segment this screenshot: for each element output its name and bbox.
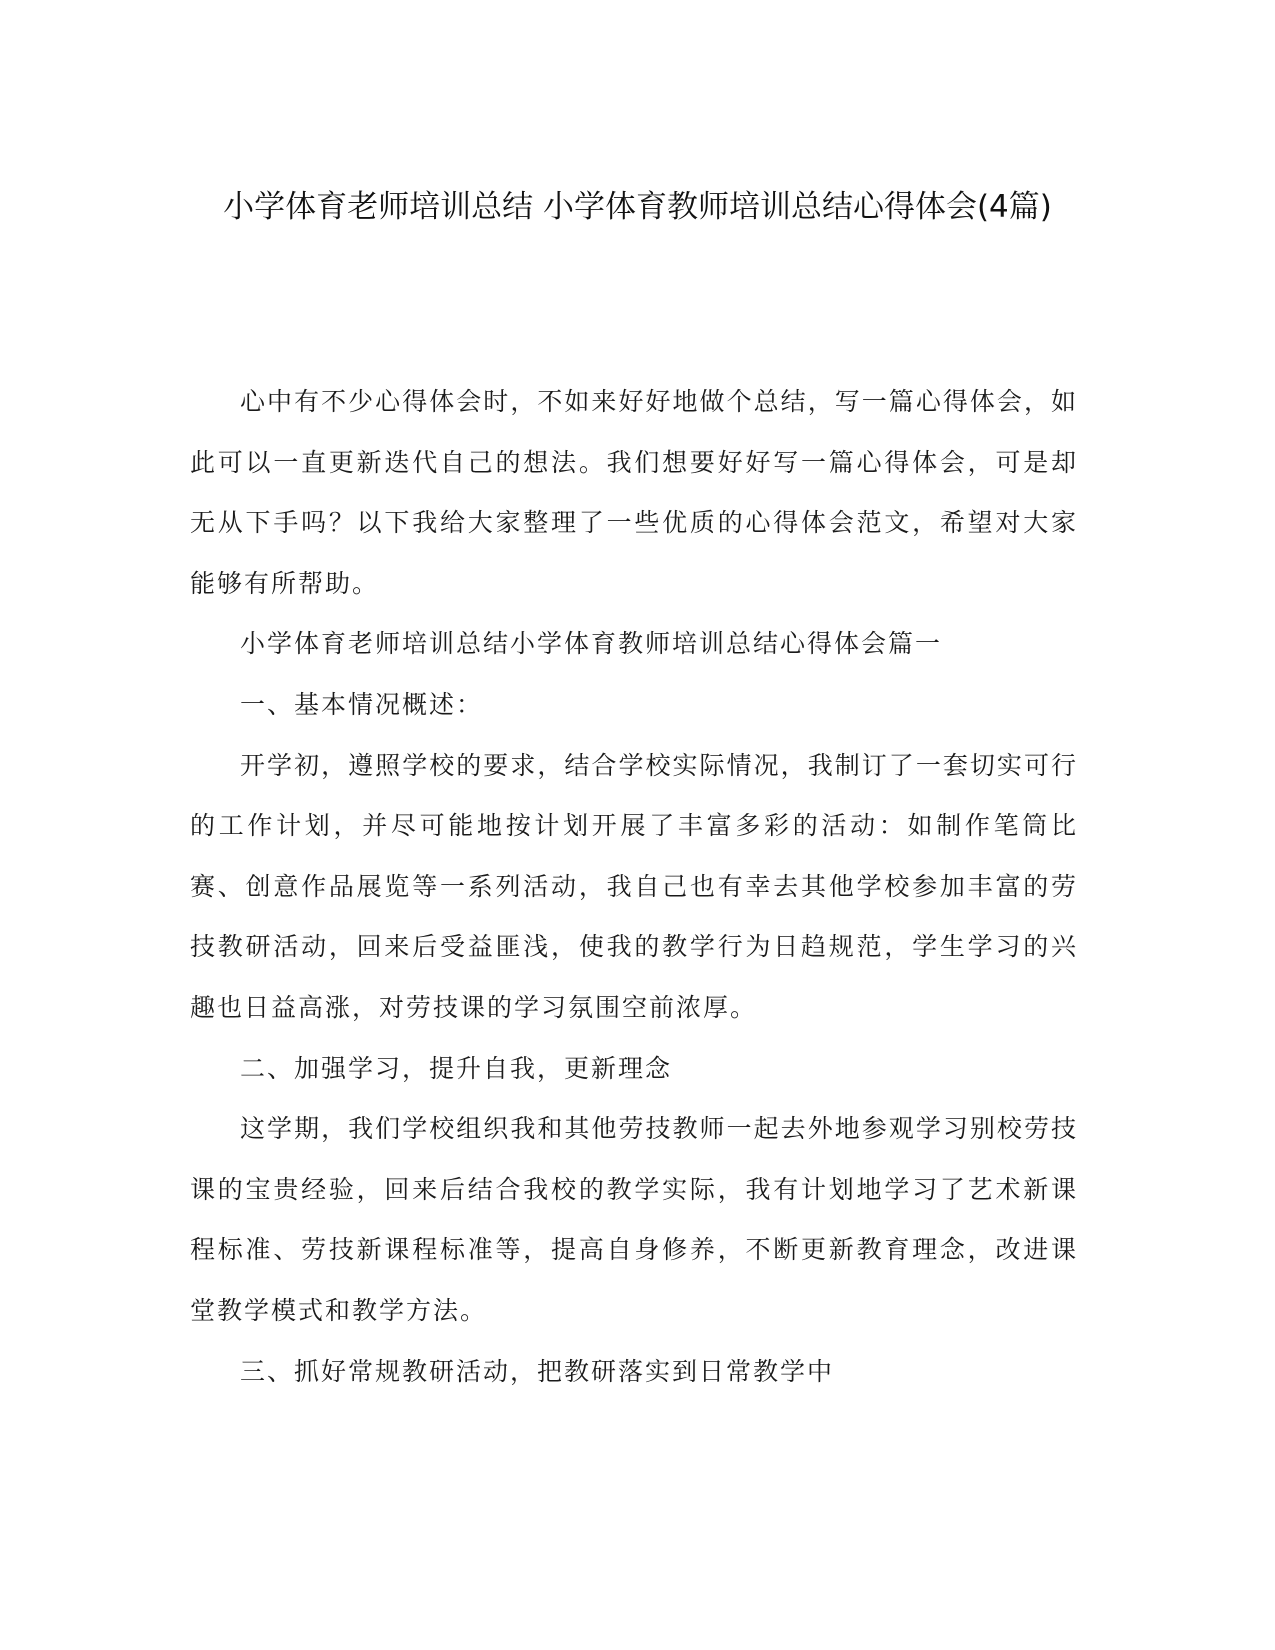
section-heading-2: 二、加强学习，提升自我，更新理念: [240, 1053, 673, 1083]
document-title: 小学体育老师培训总结 小学体育教师培训总结心得体会(4篇): [223, 189, 1052, 225]
body-paragraph-2: 这学期，我们学校组织我和其他劳技教师一起去外地参观学习别校劳技课的宝贵经验，回来后结合我校的教学实际，我有计划地学习了艺术新课程标准、劳技新课程标准等，提高自身修养，不断更新教育理念，改进课堂教学模式和教学方法。: [190, 1114, 1078, 1325]
body-paragraph-1: 开学初，遵照学校的要求，结合学校实际情况，我制订了一套切实可行的工作计划，并尽可能地按计划开展了丰富多彩的活动：如制作笔筒比赛、创意作品展览等一系列活动，我自己也有幸去其他学校参加丰富的劳技教研活动，回来后受益匪浅，使我的教学行为日趋规范，学生学习的兴趣也日益高涨，对劳技课的学习氛围空前浓厚。: [190, 750, 1078, 1022]
article-heading: 小学体育老师培训总结小学体育教师培训总结心得体会篇一: [240, 629, 943, 659]
document-body: [190, 372, 1078, 1402]
section-heading-1: 一、基本情况概述：: [240, 689, 484, 719]
intro-paragraph: 心中有不少心得体会时，不如来好好地做个总结，写一篇心得体会，如此可以一直更新迭代自己的想法。我们想要好好写一篇心得体会，可是却无从下手吗？以下我给大家整理了一些优质的心得体会范文，希望对大家能够有所帮助。: [190, 387, 1078, 598]
section-heading-3: 三、抓好常规教研活动，把教研落实到日常教学中: [240, 1356, 835, 1386]
